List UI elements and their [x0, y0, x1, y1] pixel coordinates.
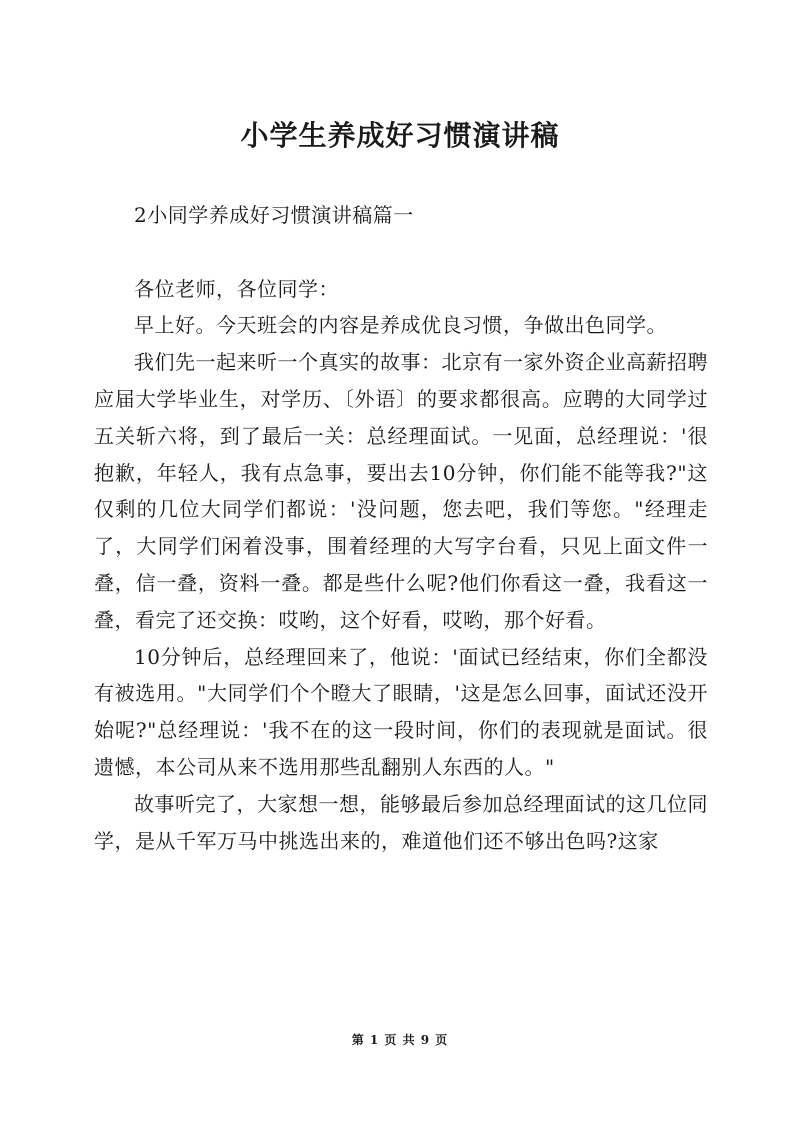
paragraph-greeting: 各位老师，各位同学： [134, 276, 339, 301]
paragraph-interview-result: 10分钟后，总经理回来了，他说：'面试已经结束，你们全都没有被选用。"大同学们个个瞪大了眼睛，'这是怎么回事，面试还没开始呢?"总经理说：'我不在的这一段时间，你们的表现就是面试。很遗憾，本公司从来不选用那些乱翻别人东西的人。" [94, 644, 708, 779]
paragraph-opening: 早上好。今天班会的内容是养成优良习惯，争做出色同学。 [134, 313, 667, 338]
page-number-footer: 第 1 页 共 9 页 [351, 1033, 449, 1047]
section-subheading: 2小同学养成好习惯演讲稿篇一 [134, 203, 414, 227]
document-title: 小学生养成好习惯演讲稿 [240, 119, 560, 152]
paragraph-reflection: 故事听完了，大家想一想，能够最后参加总经理面试的这几位同学，是从千军万马中挑选出来的，难道他们还不够出色吗?这家 [94, 791, 708, 853]
document-body [94, 197, 708, 859]
paragraph-story: 我们先一起来听一个真实的故事：北京有一家外资企业高薪招聘应届大学毕业生，对学历、〔外语〕的要求都很高。应聘的大同学过五关斩六将，到了最后一关：总经理面试。一见面，总经理说：'很抱歉，年轻人，我有点急事，要出去10分钟，你们能不能等我?"这仅剩的几位大同学们都说：'没问题，您去吧，我们等您。"经理走了，大同学们闲着没事，围着经理的大写字台看，只见上面文件一叠，信一叠，资料一叠。都是些什么呢?他们你看这一叠，我看这一叠，看完了还交换：哎哟，这个好看，哎哟，那个好看。 [94, 350, 708, 632]
